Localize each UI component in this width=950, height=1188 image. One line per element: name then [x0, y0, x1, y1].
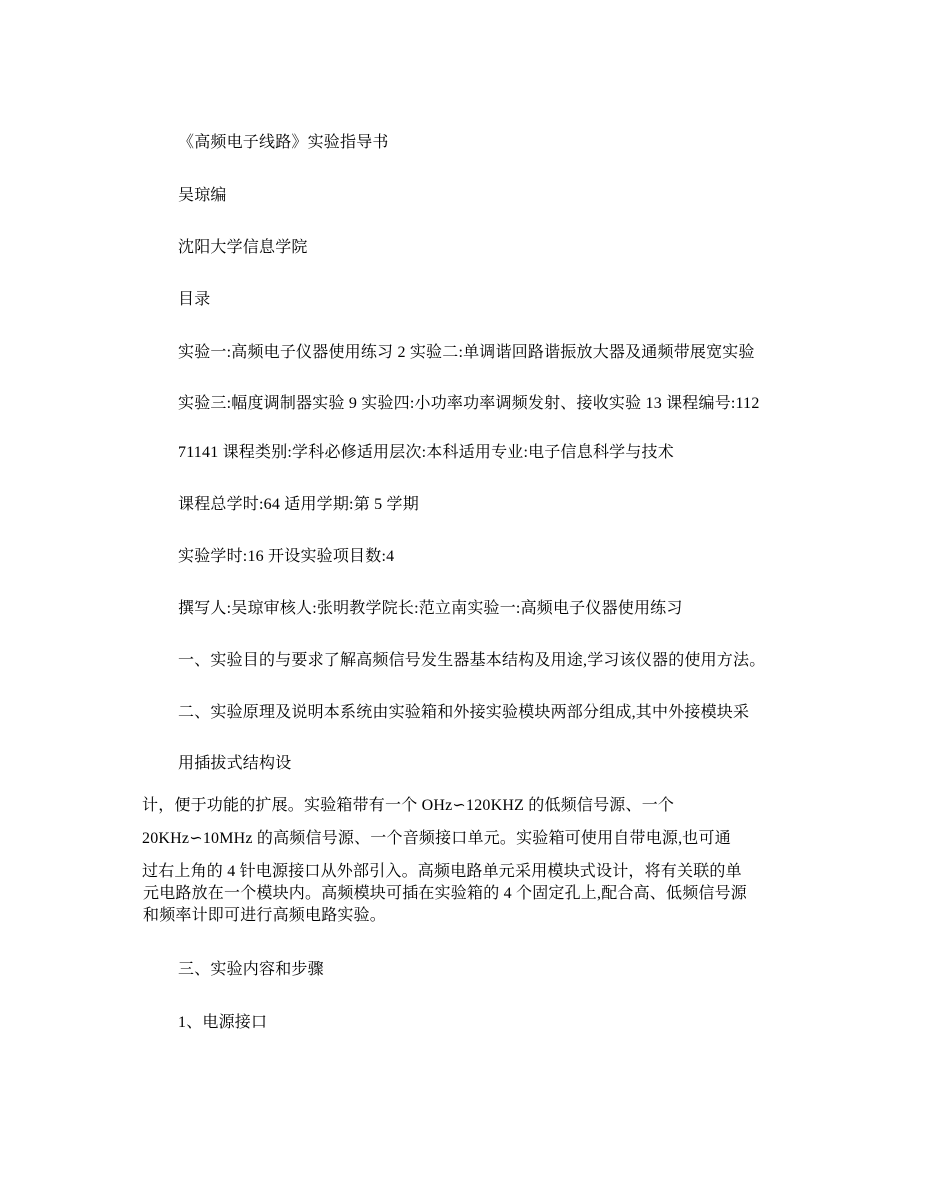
- document-title: 《高频电子线路》实验指导书: [178, 134, 389, 151]
- toc-line: 实验三:幅度调制器实验 9 实验四:小功率功率调频发射、接收实验 13 课程编号:112: [178, 395, 760, 412]
- toc-heading: 目录: [178, 291, 211, 308]
- subsection-heading: 1、电源接口: [178, 1014, 268, 1031]
- principle-line-cont: 用插拔式结构设: [178, 755, 292, 772]
- course-info-line: 71141 课程类别:学科必修适用层次:本科适用专业:电子信息科学与技术: [178, 444, 674, 461]
- lab-hours-line: 实验学时:16 开设实验项目数:4: [178, 548, 395, 565]
- institution-line: 沈阳大学信息学院: [178, 239, 308, 256]
- paragraph-line: 过右上角的 4 针电源接口从外部引入。高频电路单元采用模块式设计，将有关联的单: [142, 863, 742, 880]
- section-heading: 三、实验内容和步骤: [178, 961, 324, 978]
- toc-line: 实验一:高频电子仪器使用练习 2 实验二:单调谐回路谐振放大器及通频带展宽实验: [178, 344, 755, 361]
- paragraph-line: 和频率计即可进行高频电路实验。: [143, 907, 387, 924]
- principle-line: 二、实验原理及说明本系统由实验箱和外接实验模块两部分组成,其中外接模块采: [178, 704, 750, 721]
- paragraph-line: 计，便于功能的扩展。实验箱带有一个 OHz∽120KHZ 的低频信号源、一个: [142, 797, 675, 814]
- paragraph-line: 元电路放在一个模块内。高频模块可插在实验箱的 4 个固定孔上,配合高、低频信号源: [143, 885, 748, 902]
- course-hours-line: 课程总学时:64 适用学期:第 5 学期: [178, 496, 419, 513]
- authors-line: 撰写人:吴琼审核人:张明教学院长:范立南实验一:高频电子仪器使用练习: [178, 600, 683, 617]
- objective-line: 一、实验目的与要求了解高频信号发生器基本结构及用途,学习该仪器的使用方法。: [178, 652, 766, 669]
- paragraph-line: 20KHz∽10MHz 的高频信号源、一个音频接口单元。实验箱可使用自带电源,也可通: [142, 830, 731, 847]
- author-line: 吴琼编: [178, 187, 227, 204]
